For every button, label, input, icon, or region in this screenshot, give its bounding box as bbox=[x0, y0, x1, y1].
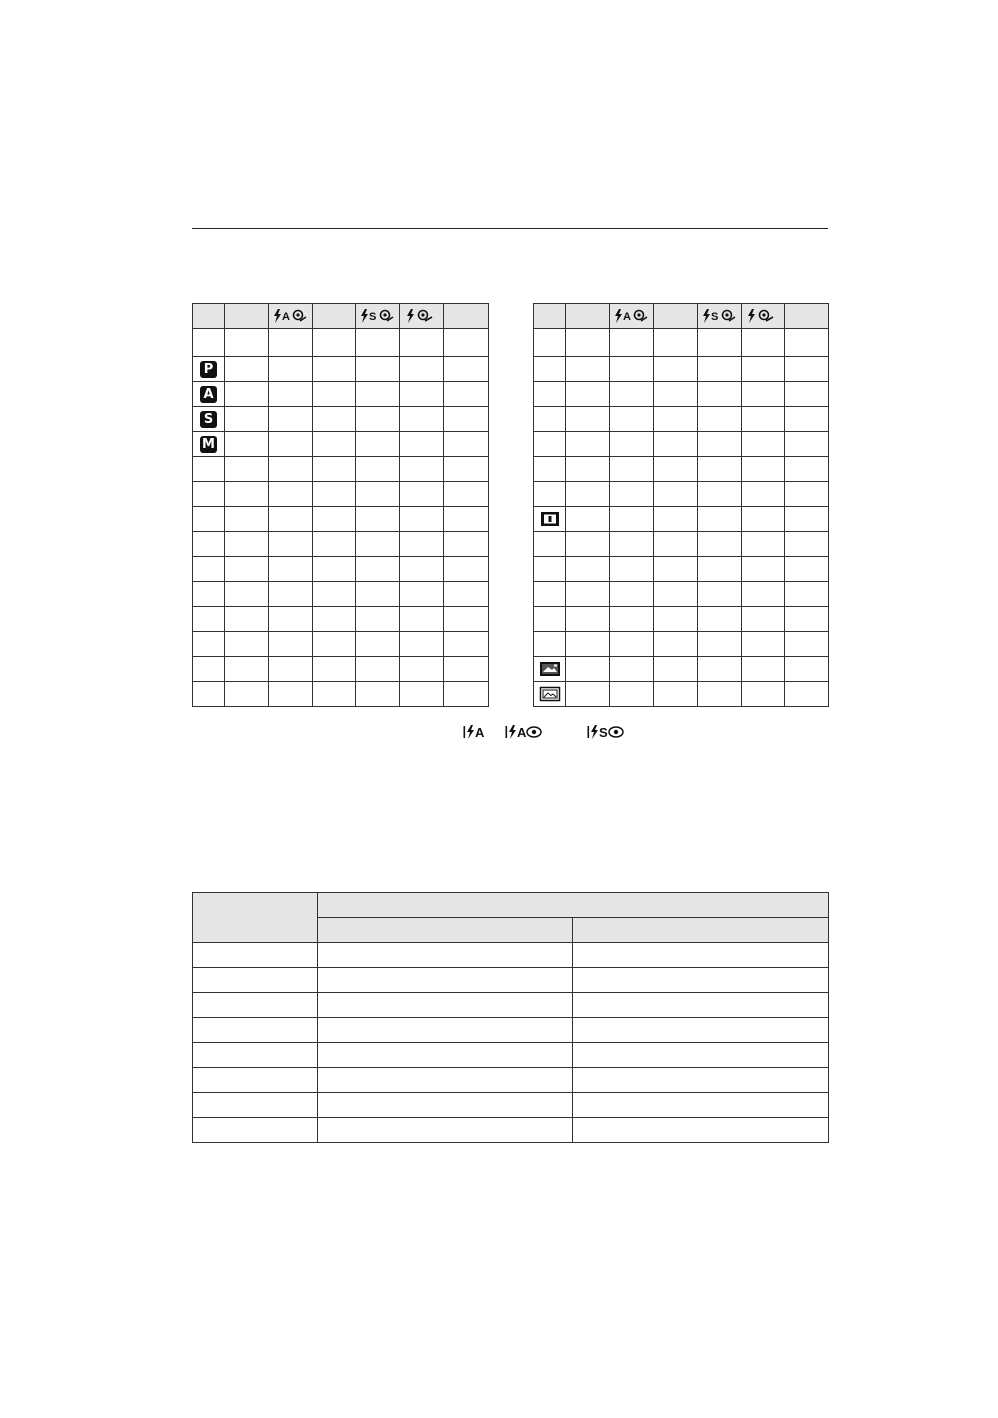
header-cell-mode bbox=[534, 304, 566, 329]
header-cell-forced-redeye bbox=[742, 304, 785, 329]
header-row bbox=[193, 304, 489, 329]
table-row bbox=[534, 557, 829, 582]
legend-item-3-label: S bbox=[599, 724, 608, 740]
top-rule bbox=[192, 228, 828, 229]
header-row bbox=[193, 893, 829, 918]
header-cell-off bbox=[785, 304, 829, 329]
table-row bbox=[193, 357, 489, 382]
flash-settings-table-right bbox=[533, 303, 829, 707]
table-row bbox=[534, 432, 829, 457]
table-row bbox=[193, 1118, 829, 1143]
flash-legend bbox=[463, 724, 663, 742]
flash-slow-redeye-icon bbox=[360, 308, 396, 324]
header-cell-forced bbox=[654, 304, 698, 329]
photo-frame-scene-icon bbox=[539, 661, 561, 677]
flash-forced-redeye-icon bbox=[406, 308, 438, 324]
table-row bbox=[534, 457, 829, 482]
header-cell-sub-2 bbox=[573, 918, 829, 943]
table-row bbox=[193, 482, 489, 507]
header-cell-off bbox=[444, 304, 489, 329]
table-row bbox=[193, 1018, 829, 1043]
table-row bbox=[193, 968, 829, 993]
shutter-priority-mode-icon: S bbox=[200, 411, 217, 428]
table-row bbox=[534, 682, 829, 707]
flash-range-table bbox=[192, 892, 829, 1143]
table-row bbox=[534, 532, 829, 557]
header-cell-auto-redeye bbox=[269, 304, 313, 329]
program-mode-icon: P bbox=[200, 361, 217, 378]
header-row bbox=[534, 304, 829, 329]
header-cell-label bbox=[193, 893, 318, 943]
header-cell-forced-redeye bbox=[400, 304, 444, 329]
header-cell-slow-redeye bbox=[698, 304, 742, 329]
table-row bbox=[193, 382, 489, 407]
flash-settings-table-left bbox=[192, 303, 489, 707]
portrait-frame-scene-icon bbox=[540, 511, 560, 527]
legend-flash-slow-redeye bbox=[587, 724, 624, 740]
legend-item-2-label: A bbox=[517, 724, 527, 740]
table-row bbox=[193, 1093, 829, 1118]
table-row bbox=[193, 407, 489, 432]
frame-outline-scene-icon bbox=[539, 686, 561, 702]
header-cell-group bbox=[318, 893, 829, 918]
table-row bbox=[193, 582, 489, 607]
flash-slow-icon bbox=[587, 724, 599, 740]
flash-auto-redeye-icon bbox=[614, 308, 650, 324]
table-row bbox=[193, 1043, 829, 1068]
table-row bbox=[193, 607, 489, 632]
flash-auto-redeye-icon bbox=[273, 308, 309, 324]
flash-slow-redeye-icon bbox=[702, 308, 738, 324]
table-row bbox=[193, 682, 489, 707]
redeye-icon bbox=[608, 724, 624, 740]
header-cell-slow-redeye bbox=[356, 304, 400, 329]
table-row bbox=[193, 329, 489, 357]
table-row bbox=[193, 632, 489, 657]
manual-mode-icon: M bbox=[200, 436, 217, 453]
aperture-priority-mode-icon: A bbox=[200, 386, 217, 403]
table-row bbox=[193, 657, 489, 682]
svg-text:S: S bbox=[710, 311, 718, 324]
svg-text:A: A bbox=[281, 311, 290, 324]
table-row bbox=[534, 382, 829, 407]
header-cell-auto-redeye bbox=[610, 304, 654, 329]
table-row bbox=[534, 329, 829, 357]
flash-auto-icon bbox=[505, 724, 517, 740]
header-cell-sub-1 bbox=[318, 918, 573, 943]
table-row bbox=[534, 607, 829, 632]
flash-auto-icon bbox=[463, 724, 475, 740]
table-row bbox=[193, 532, 489, 557]
table-row bbox=[193, 457, 489, 482]
table-row bbox=[534, 507, 829, 532]
legend-item-1-label: A bbox=[475, 724, 485, 740]
flash-forced-redeye-icon bbox=[747, 308, 779, 324]
table-row bbox=[193, 557, 489, 582]
redeye-icon bbox=[526, 724, 542, 740]
table-row bbox=[193, 507, 489, 532]
table-row bbox=[534, 357, 829, 382]
table-row bbox=[193, 432, 489, 457]
legend-flash-auto bbox=[463, 724, 484, 740]
header-cell-forced bbox=[313, 304, 356, 329]
table-row bbox=[534, 482, 829, 507]
svg-text:S: S bbox=[368, 311, 376, 324]
table-row bbox=[193, 943, 829, 968]
table-row bbox=[534, 632, 829, 657]
header-cell-mode bbox=[193, 304, 225, 329]
svg-text:A: A bbox=[622, 311, 631, 324]
header-cell-auto bbox=[566, 304, 610, 329]
table-row bbox=[193, 993, 829, 1018]
table-row bbox=[534, 582, 829, 607]
header-cell-auto bbox=[225, 304, 269, 329]
table-row bbox=[534, 657, 829, 682]
table-row bbox=[193, 1068, 829, 1093]
legend-flash-auto-redeye bbox=[505, 724, 542, 740]
table-row bbox=[534, 407, 829, 432]
